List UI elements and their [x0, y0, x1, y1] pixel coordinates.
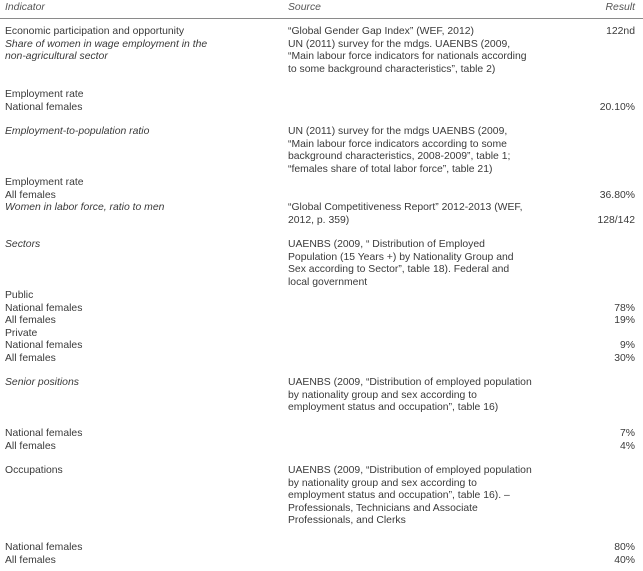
occ-all: All females	[5, 554, 56, 566]
public-nat-result: 78%	[614, 302, 635, 314]
public-nat: National females	[5, 302, 83, 314]
econ-label: Economic participation and opportunity	[5, 26, 185, 37]
emp-rate-2: Employment rate	[5, 177, 84, 188]
share-label-1: Share of women in wage employment in the	[5, 38, 208, 50]
labor-force-label: Women in labor force, ratio to men	[5, 202, 165, 213]
occ-source: UAENBS (2009, “Distribution of employed population by nationality group and sex according to employment status and occupation”, table 16). – Professionals, Technicians and Associate Professionals, and Clerks	[288, 465, 532, 526]
occ-nat-result: 80%	[614, 542, 635, 553]
occ-label: Occupations	[5, 465, 63, 476]
all-fem-1: All females	[5, 189, 56, 201]
private-all-result: 30%	[614, 352, 635, 364]
public-all-result: 19%	[614, 315, 635, 326]
senior-source: UAENBS (2009, “Distribution of employed population by nationality group and sex according to employment status and occupation”, table 16)	[288, 377, 532, 413]
emp-rate-1: Employment rate	[5, 89, 84, 100]
table-header	[0, 0, 643, 19]
sectors-label: Sectors	[5, 239, 41, 250]
senior-all: All females	[5, 440, 56, 452]
nat-fem-1: National females	[5, 101, 83, 113]
private-nat-result: 9%	[619, 340, 635, 351]
occ-all-result: 40%	[614, 554, 635, 566]
header-source: Source	[288, 2, 321, 13]
occ-nat: National females	[5, 542, 83, 553]
all-fem-1-result: 36.80%	[599, 189, 635, 201]
senior-all-result: 4%	[619, 440, 635, 452]
labor-force-source: “Global Competitiveness Report” 2012-2013 (WEF, 2012, p. 359)	[288, 202, 523, 226]
senior-nat-result: 7%	[619, 428, 635, 439]
emp-pop-label: Employment-to-population ratio	[5, 126, 150, 137]
private-nat: National females	[5, 340, 83, 351]
labor-force-result: 128/142	[597, 214, 635, 226]
public-label: Public	[5, 290, 34, 301]
senior-label: Senior positions	[5, 377, 79, 388]
econ-result: 122nd	[606, 26, 635, 37]
sectors-source: UAENBS (2009, “ Distribution of Employed Population (15 Years +) by Nationality Group and Sex according to Sector”, table 18). Federal and local government	[288, 239, 514, 288]
share-label-2: non-agricultural sector	[5, 51, 108, 62]
private-label: Private	[5, 327, 38, 339]
header-indicator: Indicator	[5, 2, 45, 13]
nat-fem-1-result: 20.10%	[599, 101, 635, 113]
emp-pop-source: UN (2011) survey for the mdgs UAENBS (2009, “Main labour force indicators according to some background characteristics, 2008-2009”, table 1; “females share of total labor force”, table 21)	[288, 126, 511, 175]
econ-source: “Global Gender Gap Index” (WEF, 2012)	[288, 26, 474, 37]
private-all: All females	[5, 352, 56, 364]
senior-nat: National females	[5, 428, 83, 439]
public-all: All females	[5, 315, 56, 326]
share-source: UN (2011) survey for the mdgs. UAENBS (2009, “Main labour force indicators for nationals according to some background characteristics”, table 2)	[288, 38, 527, 75]
header-result: Result	[605, 2, 635, 13]
